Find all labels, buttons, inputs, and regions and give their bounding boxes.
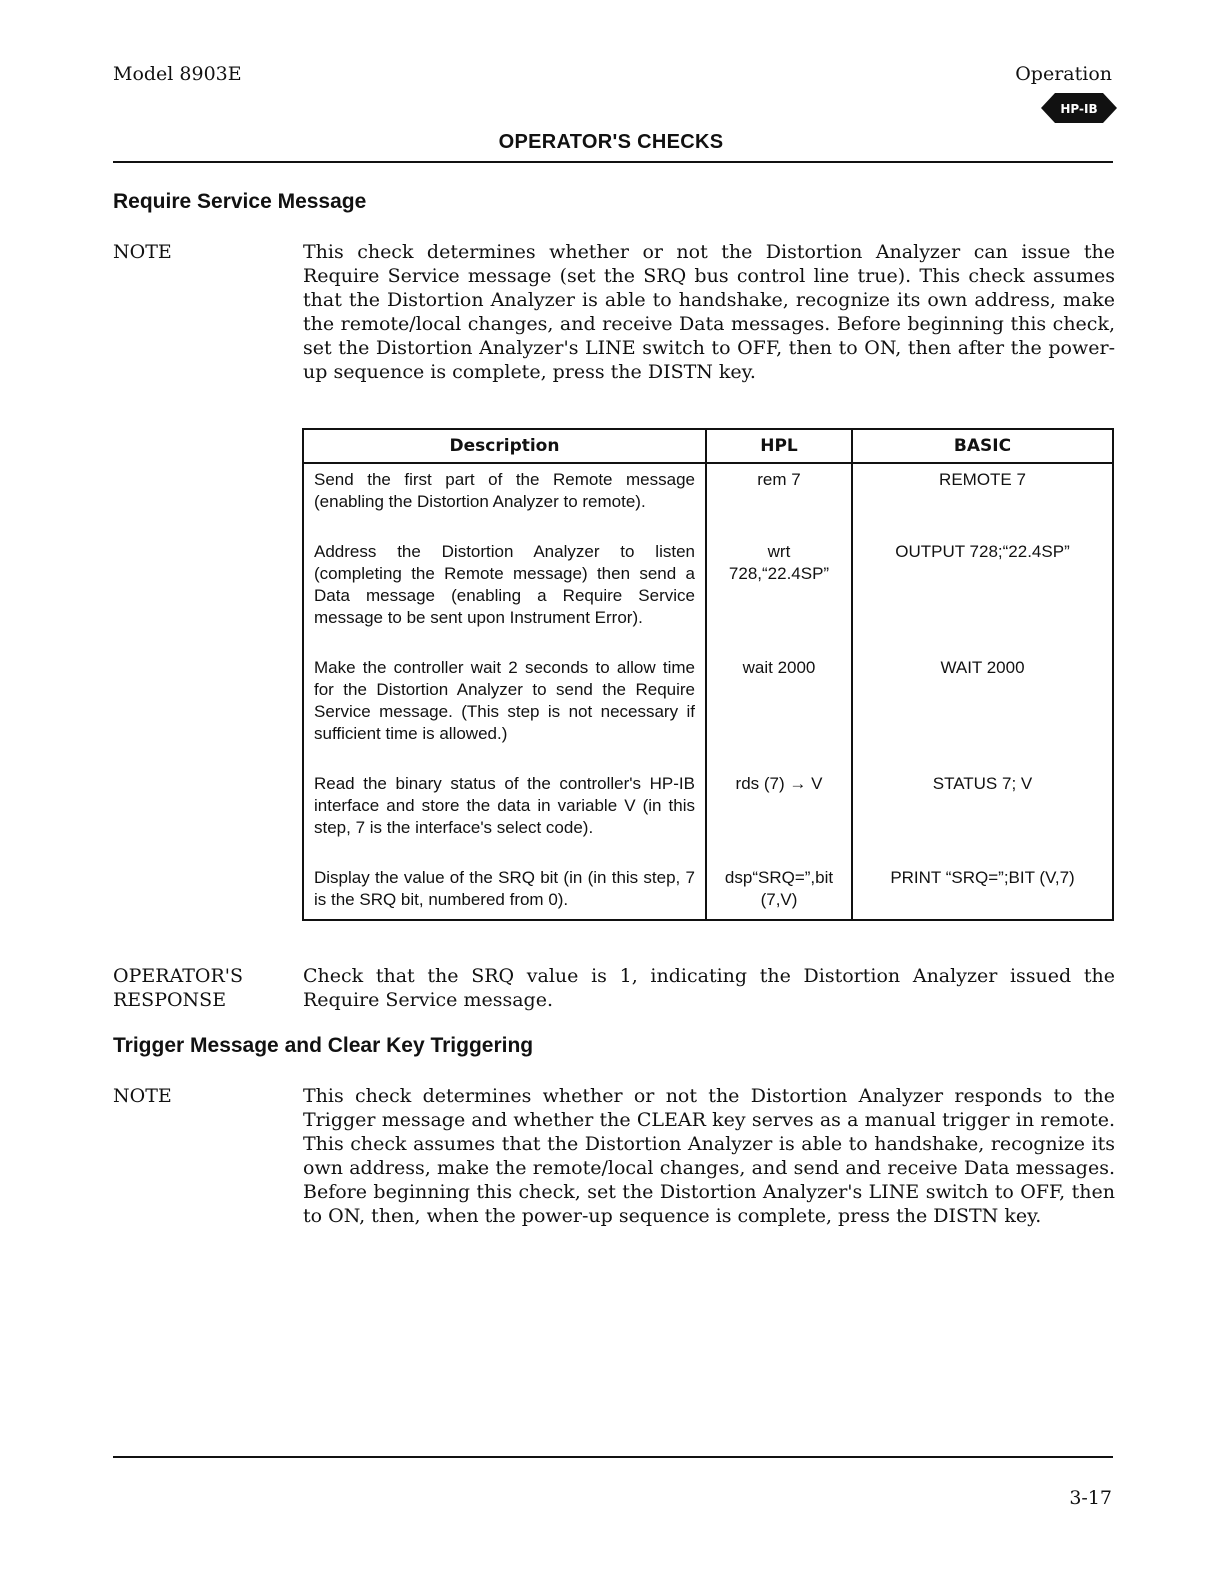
operators-response-text: Check that the SRQ value is 1, indicating the Distortion Analyzer issued the Require Service message. (303, 965, 1115, 1011)
step-description: Send the first part of the Remote message (enabling the Distortion Analyzer to remote). (303, 463, 706, 536)
step-hpl-command: dsp“SRQ=”,bit (7,V) (706, 862, 852, 920)
step-hpl-command: wrt 728,“22.4SP” (706, 536, 852, 652)
table-row (303, 463, 1113, 536)
table-row (303, 536, 1113, 652)
column-header-hpl: HPL (706, 429, 852, 463)
step-basic-command: PRINT “SRQ=”;BIT (V,7) (890, 868, 1075, 887)
operators-response-label (113, 964, 243, 1012)
model-number: Model 8903E (113, 63, 242, 85)
table-row (303, 652, 1113, 768)
page-title: OPERATOR'S CHECKS (498, 131, 724, 153)
srq-note-label: NOTE (113, 241, 172, 263)
operators-response-label-line-2: RESPONSE (113, 989, 227, 1011)
srq-note-text: This check determines whether or not the Distortion Analyzer can issue the Require Service message (set the SRQ bus control line true). This check assumes that the Distortion Analyzer is able to handshake, recognize its own address, make the remote/local changes, and receive Data messages. Before beginning this check, set the Distortion Analyzer's LINE switch to OFF, then to ON, then after the power-up sequence is complete, press the DISTN key. (303, 241, 1115, 383)
footer-divider (113, 1456, 1113, 1458)
srq-section-heading: Require Service Message (113, 190, 367, 213)
column-header-description: Description (303, 429, 706, 463)
page-number: 3-17 (1069, 1487, 1112, 1509)
step-basic-command: WAIT 2000 (940, 658, 1025, 677)
step-description: Display the value of the SRQ bit (in (in this step, 7 is the SRQ bit, numbered from 0). (303, 862, 706, 920)
section-name: Operation (1015, 63, 1112, 85)
step-basic-command: STATUS 7; V (932, 774, 1033, 793)
step-basic-command: REMOTE 7 (939, 470, 1026, 489)
step-hpl-command: rds (7) → V (706, 768, 852, 862)
column-header-basic: BASIC (852, 429, 1113, 463)
srq-check-table (302, 428, 1114, 921)
table-row (303, 862, 1113, 920)
table-row (303, 768, 1113, 862)
trigger-note-label: NOTE (113, 1085, 172, 1107)
hp-ib-badge-icon (1041, 93, 1117, 123)
step-description: Read the binary status of the controller's HP-IB interface and store the data in variable V (in this step, 7 is the interface's select code). (303, 768, 706, 862)
header-divider (113, 161, 1113, 163)
trigger-section-heading: Trigger Message and Clear Key Triggering (113, 1034, 534, 1057)
step-basic-command: OUTPUT 728;“22.4SP” (895, 542, 1070, 561)
step-hpl-command: wait 2000 (706, 652, 852, 768)
hp-ib-badge-label: HP-IB (1060, 102, 1098, 116)
trigger-note-text: This check determines whether or not the Distortion Analyzer responds to the Trigger message and whether the CLEAR key serves as a manual trigger in remote. This check assumes that the Distortion Analyzer is able to handshake, recognize its own address, make the remote/local changes, and send and receive Data messages. Before beginning this check, set the Distortion Analyzer's LINE switch to OFF, then to ON, then, when the power-up sequence is complete, press the DISTN key. (303, 1085, 1115, 1227)
step-hpl-command: rem 7 (706, 463, 852, 536)
step-description: Make the controller wait 2 seconds to allow time for the Distortion Analyzer to send the Require Service message. (This step is not necessary if sufficient time is allowed.) (303, 652, 706, 768)
operators-response-label-line-1: OPERATOR'S (113, 965, 244, 987)
step-description: Address the Distortion Analyzer to listen (completing the Remote message) then send a Data message (enabling a Require Service message to be sent upon Instrument Error). (303, 536, 706, 652)
table-header-row (303, 429, 1113, 463)
